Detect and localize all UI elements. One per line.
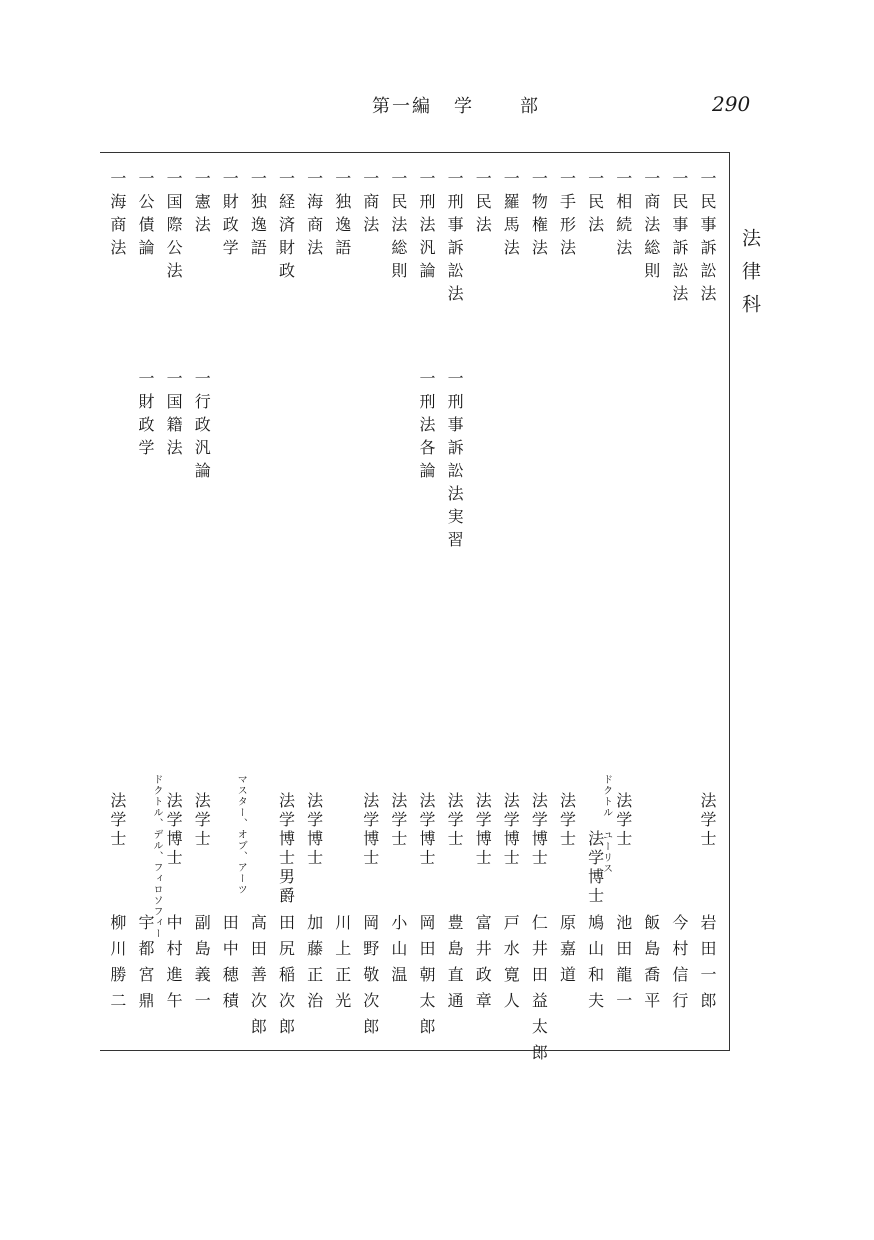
faculty-row bbox=[557, 170, 583, 1050]
degree-text: 法学博士 bbox=[164, 792, 184, 868]
subject-text: 一民事訴訟法 bbox=[698, 170, 717, 308]
degree-text: 法学博士 bbox=[585, 830, 605, 906]
subject-text: 一刑事訴訟法 bbox=[445, 170, 465, 308]
degree-text: 法学士 bbox=[613, 792, 633, 849]
degree-foreign-text: ドクトル ユーリス bbox=[600, 774, 612, 874]
lecturer-name: 高田善次郎 bbox=[248, 914, 268, 1044]
subject-secondary-text: 一国籍法 bbox=[164, 370, 184, 462]
table-right-rule bbox=[729, 152, 730, 1050]
section-label: 法律科 bbox=[739, 228, 761, 327]
subject-text: 一海商法 bbox=[107, 170, 127, 262]
subject-text: 一商法総則 bbox=[641, 170, 661, 285]
lecturer-name: 戸水寛人 bbox=[501, 914, 521, 1018]
degree-text: 法学士 bbox=[388, 792, 408, 849]
page-number: 290 bbox=[712, 92, 751, 116]
subject-text: 一手形法 bbox=[557, 170, 577, 262]
table-bottom-rule bbox=[100, 1050, 730, 1051]
lecturer-name: 池田龍一 bbox=[613, 914, 633, 1018]
degree-text: 法学博士 bbox=[417, 792, 436, 868]
subject-text: 一独逸語 bbox=[332, 170, 352, 262]
subject-secondary-text: 一刑法各論 bbox=[417, 370, 436, 485]
lecturer-name: 川上正光 bbox=[332, 914, 352, 1018]
subject-text: 一刑法汎論 bbox=[417, 170, 436, 285]
faculty-row bbox=[276, 170, 302, 1050]
subject-text: 一物権法 bbox=[529, 170, 549, 262]
lecturer-name: 飯島喬平 bbox=[641, 914, 661, 1018]
faculty-row bbox=[528, 170, 554, 1070]
faculty-row bbox=[247, 170, 273, 1050]
faculty-row bbox=[472, 170, 498, 1050]
degree-text: 法学博士男爵 bbox=[276, 792, 296, 906]
faculty-row bbox=[219, 170, 245, 1050]
lecturer-name: 田尻稲次郎 bbox=[276, 914, 296, 1044]
degree-text: 法学士 bbox=[557, 792, 577, 849]
lecturer-name: 今村信行 bbox=[669, 914, 689, 1018]
faculty-row bbox=[500, 170, 526, 1050]
subject-text: 一国際公法 bbox=[164, 170, 184, 285]
lecturer-name: 小山温 bbox=[388, 914, 408, 992]
subject-secondary-text: 一刑事訴訟法実習 bbox=[445, 370, 465, 554]
subject-text: 一憲法 bbox=[192, 170, 212, 239]
subject-text: 一民事訴訟法 bbox=[669, 170, 689, 308]
lecturer-name: 岡野敬次郎 bbox=[360, 914, 380, 1044]
lecturer-name: 宇都宮鼎 bbox=[136, 914, 155, 1018]
degree-text: 法学博士 bbox=[529, 792, 549, 868]
faculty-row bbox=[304, 170, 330, 1050]
subject-text: 一商法 bbox=[360, 170, 380, 239]
subject-text: 一相続法 bbox=[613, 170, 633, 262]
faculty-row bbox=[135, 170, 161, 1050]
lecturer-name: 仁井田益太郎 bbox=[529, 914, 549, 1070]
degree-foreign-text: ドクトル、デル、フィロソフィー bbox=[151, 774, 162, 939]
faculty-row bbox=[697, 170, 723, 1050]
lecturer-name: 富井政章 bbox=[473, 914, 493, 1018]
faculty-row bbox=[360, 170, 386, 1050]
degree-text: 法学士 bbox=[192, 792, 212, 849]
degree-text: 法学士 bbox=[445, 792, 465, 849]
subject-text: 一財政学 bbox=[220, 170, 240, 262]
lecturer-name: 原嘉道 bbox=[557, 914, 577, 992]
subject-secondary-text: 一財政学 bbox=[136, 370, 155, 462]
degree-text: 法学士 bbox=[698, 792, 717, 849]
lecturer-name: 柳川勝二 bbox=[107, 914, 127, 1018]
lecturer-name: 田中穂積 bbox=[220, 914, 240, 1018]
faculty-row bbox=[191, 170, 217, 1050]
faculty-row bbox=[641, 170, 667, 1050]
lecturer-name: 鳩山和夫 bbox=[585, 914, 605, 1018]
faculty-row bbox=[163, 170, 189, 1050]
subject-secondary-text: 一行政汎論 bbox=[192, 370, 212, 485]
subject-text: 一民法総則 bbox=[388, 170, 408, 285]
subject-text: 一民法 bbox=[473, 170, 493, 239]
subject-text: 一経済財政 bbox=[276, 170, 296, 285]
lecturer-name: 加藤正治 bbox=[304, 914, 324, 1018]
degree-text: 法学博士 bbox=[304, 792, 324, 868]
faculty-row bbox=[416, 170, 442, 1050]
subject-text: 一羅馬法 bbox=[501, 170, 521, 262]
subject-text: 一海商法 bbox=[304, 170, 324, 262]
table-top-rule bbox=[100, 152, 730, 153]
faculty-row bbox=[613, 170, 639, 1050]
lecturer-name: 岩田一郎 bbox=[698, 914, 717, 1018]
running-header-title bbox=[372, 92, 540, 118]
lecturer-name: 岡田朝太郎 bbox=[417, 914, 436, 1044]
header-part-gaku: 学 bbox=[454, 96, 474, 117]
faculty-row bbox=[388, 170, 414, 1050]
header-part-volume: 第一編 bbox=[372, 96, 432, 117]
faculty-row bbox=[107, 170, 133, 1050]
subject-text: 一独逸語 bbox=[248, 170, 268, 262]
subject-text: 一民法 bbox=[585, 170, 605, 239]
faculty-row bbox=[444, 170, 470, 1050]
faculty-row bbox=[585, 170, 611, 1050]
degree-text: 法学博士 bbox=[473, 792, 493, 868]
degree-text: 法学士 bbox=[107, 792, 127, 849]
faculty-row bbox=[669, 170, 695, 1050]
subject-text: 一公債論 bbox=[136, 170, 155, 262]
header-part-bu: 部 bbox=[520, 96, 540, 117]
degree-text: 法学博士 bbox=[360, 792, 380, 868]
degree-foreign-text: マスター、オブ、アーツ bbox=[235, 774, 247, 895]
faculty-row bbox=[332, 170, 358, 1050]
lecturer-name: 豊島直通 bbox=[445, 914, 465, 1018]
degree-text: 法学博士 bbox=[501, 792, 521, 868]
lecturer-name: 副島義一 bbox=[192, 914, 212, 1018]
lecturer-name: 中村進午 bbox=[164, 914, 184, 1018]
